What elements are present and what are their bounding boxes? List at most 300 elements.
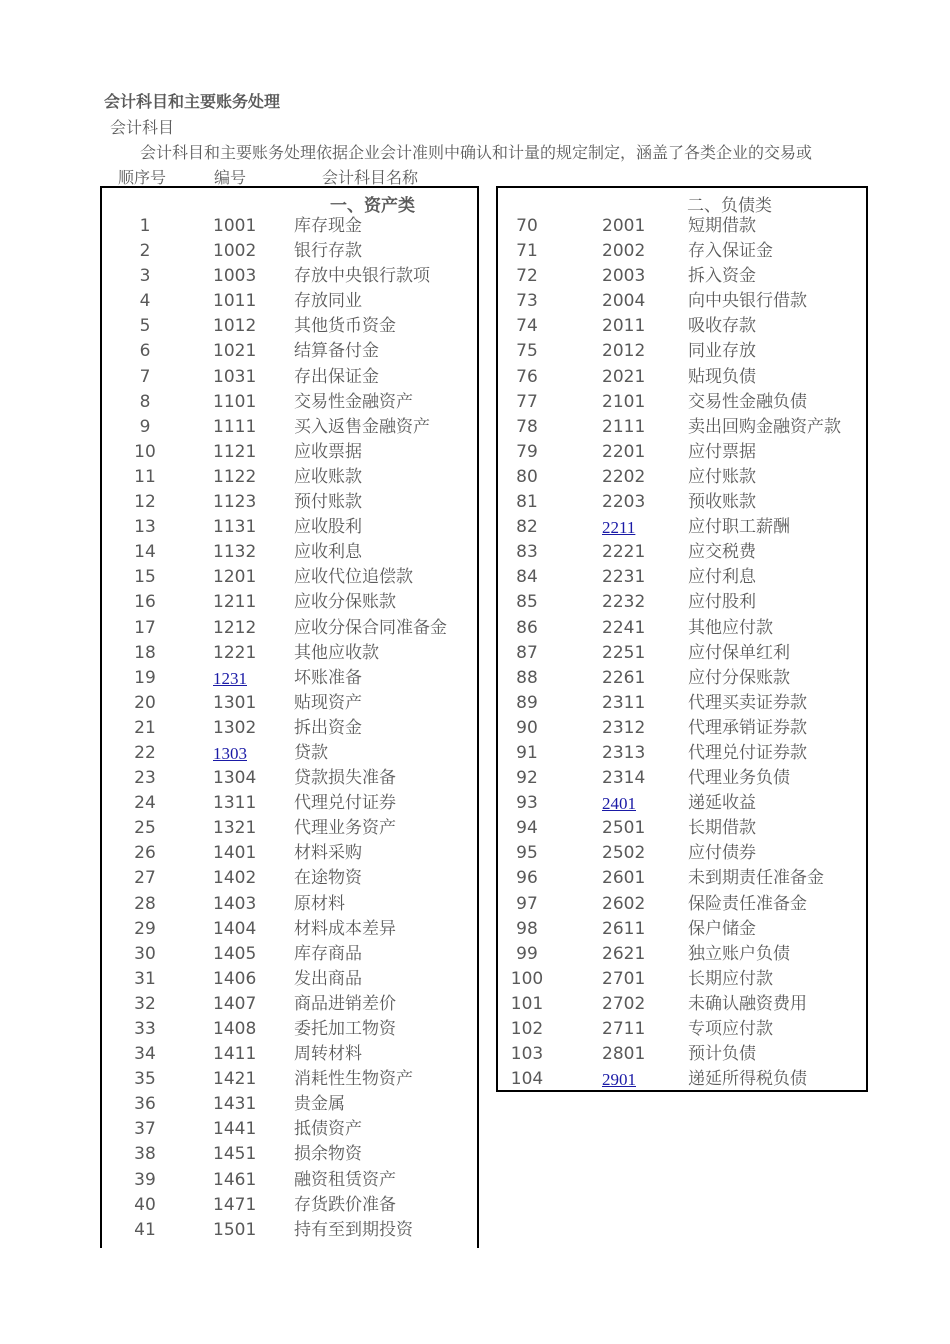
row-seq: 84	[516, 567, 538, 588]
row-seq: 15	[134, 567, 156, 588]
liabilities-section-title: 二、负债类	[687, 196, 772, 216]
column-headers	[0, 165, 950, 187]
row-name: 代理业务资产	[294, 818, 396, 839]
row-code: 1321	[213, 818, 257, 839]
row-name: 发出商品	[294, 968, 362, 989]
row-code: 1121	[213, 441, 257, 462]
table-row	[498, 942, 858, 967]
table-row	[102, 1142, 462, 1167]
row-seq: 23	[134, 768, 156, 789]
row-seq: 74	[516, 316, 538, 337]
row-code: 2251	[602, 642, 646, 663]
row-seq: 76	[516, 366, 538, 387]
row-name: 未到期责任准备金	[688, 868, 824, 889]
table-row	[102, 390, 462, 415]
table-row	[102, 540, 462, 565]
row-code: 2621	[602, 943, 646, 964]
row-code: 1405	[213, 943, 257, 964]
row-seq: 21	[134, 717, 156, 738]
table-row	[498, 816, 858, 841]
row-seq: 16	[134, 592, 156, 613]
row-code: 1451	[213, 1144, 257, 1165]
row-seq: 36	[134, 1094, 156, 1115]
row-code: 1001	[213, 216, 257, 236]
row-name: 持有至到期投资	[294, 1219, 413, 1240]
row-code: 1441	[213, 1119, 257, 1140]
document-title: 会计科目和主要账务处理	[104, 92, 281, 111]
row-code: 2002	[602, 241, 646, 262]
document-description: 会计科目和主要账务处理依据企业会计准则中确认和计量的规定制定，涵盖了各类企业的交易或	[140, 143, 813, 162]
row-name: 委托加工物资	[294, 1019, 396, 1039]
row-seq: 9	[139, 416, 151, 437]
row-name: 应付保单红利	[688, 642, 790, 663]
row-seq: 39	[134, 1169, 156, 1190]
row-name: 材料采购	[294, 843, 362, 864]
row-seq: 31	[134, 968, 156, 989]
row-code: 2101	[602, 391, 646, 412]
row-code: 1403	[213, 893, 257, 914]
row-code: 2231	[602, 567, 646, 588]
row-code: 2221	[602, 542, 646, 563]
table-row	[102, 1067, 462, 1092]
row-name: 独立账户负债	[688, 943, 790, 964]
row-seq: 17	[134, 617, 156, 638]
table-row	[102, 1193, 462, 1218]
row-name: 同业存放	[688, 341, 756, 362]
table-row	[498, 666, 858, 691]
row-seq: 86	[516, 617, 538, 638]
row-code: 1101	[213, 391, 257, 412]
table-row	[498, 314, 858, 339]
row-seq: 32	[134, 993, 156, 1014]
row-seq: 95	[516, 843, 538, 864]
row-code-link[interactable]: 2901	[602, 1070, 636, 1090]
table-row	[498, 214, 858, 239]
row-code: 1123	[213, 492, 257, 513]
row-seq: 5	[139, 316, 151, 337]
row-name: 买入返售金融资产	[294, 416, 430, 437]
row-code: 2011	[602, 316, 646, 337]
row-code: 1201	[213, 567, 257, 588]
row-seq: 73	[516, 291, 538, 312]
row-code: 2801	[602, 1044, 646, 1065]
row-name: 库存商品	[294, 943, 362, 964]
table-row	[102, 841, 462, 866]
table-row	[498, 791, 858, 816]
table-row	[498, 289, 858, 314]
row-code: 1132	[213, 542, 257, 563]
row-name: 其他应付款	[688, 617, 773, 638]
row-name: 应付分保账款	[688, 667, 790, 688]
row-seq: 92	[516, 768, 538, 789]
row-name: 贴现负债	[688, 366, 756, 387]
row-seq: 30	[134, 943, 156, 964]
row-code: 2701	[602, 968, 646, 989]
row-name: 原材料	[294, 893, 345, 914]
table-row	[498, 339, 858, 364]
table-row	[498, 264, 858, 289]
row-seq: 27	[134, 868, 156, 889]
table-row	[102, 1017, 462, 1042]
table-row	[102, 415, 462, 440]
row-name: 长期应付款	[688, 968, 773, 989]
table-row	[102, 515, 462, 540]
table-row	[102, 691, 462, 716]
row-name: 代理业务负债	[688, 768, 790, 789]
row-seq: 83	[516, 542, 538, 563]
row-name: 存入保证金	[688, 241, 773, 262]
row-code: 1402	[213, 868, 257, 889]
row-seq: 75	[516, 341, 538, 362]
table-row	[498, 741, 858, 766]
table-row	[102, 239, 462, 264]
row-code: 1421	[213, 1069, 257, 1090]
row-name: 其他货币资金	[294, 316, 396, 337]
row-code: 2501	[602, 818, 646, 839]
row-name: 贵金属	[294, 1094, 345, 1115]
table-row	[102, 214, 462, 239]
table-row	[102, 565, 462, 590]
table-row	[102, 892, 462, 917]
row-seq: 14	[134, 542, 156, 563]
table-row	[102, 616, 462, 641]
table-row	[498, 1042, 858, 1067]
row-seq: 37	[134, 1119, 156, 1140]
row-seq: 79	[516, 441, 538, 462]
row-code: 1407	[213, 993, 257, 1014]
row-name: 应付职工薪酬	[688, 517, 790, 538]
liabilities-table	[496, 186, 868, 1092]
row-code: 2261	[602, 667, 646, 688]
row-seq: 70	[516, 216, 538, 236]
table-row	[498, 239, 858, 264]
row-seq: 81	[516, 492, 538, 513]
row-seq: 29	[134, 918, 156, 939]
row-code: 1471	[213, 1194, 257, 1215]
table-row	[102, 741, 462, 766]
row-seq: 100	[510, 968, 544, 989]
row-seq: 6	[139, 341, 151, 362]
row-seq: 89	[516, 692, 538, 713]
row-code: 2021	[602, 366, 646, 387]
row-seq: 28	[134, 893, 156, 914]
row-name: 应收股利	[294, 517, 362, 538]
row-code: 1011	[213, 291, 257, 312]
row-code: 2602	[602, 893, 646, 914]
row-code: 1304	[213, 768, 257, 789]
row-seq: 102	[510, 1019, 544, 1039]
row-name: 存出保证金	[294, 366, 379, 387]
row-name: 应付股利	[688, 592, 756, 613]
assets-table	[100, 186, 479, 1248]
row-code: 2001	[602, 216, 646, 236]
table-row	[498, 415, 858, 440]
row-name: 贷款	[294, 742, 328, 763]
row-name: 应付债券	[688, 843, 756, 864]
row-seq: 2	[139, 241, 151, 262]
row-code: 2611	[602, 918, 646, 939]
row-seq: 93	[516, 793, 538, 814]
table-row	[102, 917, 462, 942]
table-row	[498, 440, 858, 465]
row-code: 1002	[213, 241, 257, 262]
row-code: 1408	[213, 1019, 257, 1039]
table-row	[498, 490, 858, 515]
row-seq: 98	[516, 918, 538, 939]
table-row	[498, 465, 858, 490]
row-name: 库存现金	[294, 216, 362, 236]
row-code: 2311	[602, 692, 646, 713]
row-code-link[interactable]: 2401	[602, 794, 636, 814]
row-seq: 41	[134, 1219, 156, 1240]
row-code: 2012	[602, 341, 646, 362]
row-code: 1501	[213, 1219, 257, 1240]
row-name: 坏账准备	[294, 667, 362, 688]
row-code: 2003	[602, 266, 646, 287]
row-name: 存放同业	[294, 291, 362, 312]
row-name: 损余物资	[294, 1144, 362, 1165]
row-code: 2502	[602, 843, 646, 864]
liabilities-rows	[498, 214, 858, 1092]
table-row	[498, 841, 858, 866]
row-name: 应付账款	[688, 466, 756, 487]
row-code: 1003	[213, 266, 257, 287]
row-seq: 3	[139, 266, 151, 287]
document-subtitle: 会计科目	[110, 118, 175, 137]
row-seq: 25	[134, 818, 156, 839]
table-row	[498, 992, 858, 1017]
table-row	[498, 866, 858, 891]
row-code: 2203	[602, 492, 646, 513]
row-seq: 85	[516, 592, 538, 613]
table-row	[102, 791, 462, 816]
row-name: 预收账款	[688, 492, 756, 513]
table-row	[102, 590, 462, 615]
table-row	[102, 1218, 462, 1243]
table-row	[102, 465, 462, 490]
row-code: 2202	[602, 466, 646, 487]
row-seq: 34	[134, 1044, 156, 1065]
row-code: 1461	[213, 1169, 257, 1190]
row-code: 1401	[213, 843, 257, 864]
row-name: 应收代位追偿款	[294, 567, 413, 588]
table-row	[102, 289, 462, 314]
table-row	[102, 314, 462, 339]
row-name: 未确认融资费用	[688, 993, 807, 1014]
row-seq: 35	[134, 1069, 156, 1090]
assets-rows	[102, 214, 462, 1243]
row-name: 结算备付金	[294, 341, 379, 362]
row-seq: 13	[134, 517, 156, 538]
row-code: 1212	[213, 617, 257, 638]
table-row	[498, 365, 858, 390]
row-code: 1221	[213, 642, 257, 663]
row-name: 应收分保账款	[294, 592, 396, 613]
row-code: 2702	[602, 993, 646, 1014]
row-seq: 97	[516, 893, 538, 914]
row-code-link[interactable]: 1231	[213, 668, 247, 688]
row-seq: 10	[134, 441, 156, 462]
row-code: 1111	[213, 416, 257, 437]
row-seq: 87	[516, 642, 538, 663]
row-name: 递延所得税负债	[688, 1069, 807, 1090]
table-row	[498, 892, 858, 917]
row-seq: 96	[516, 868, 538, 889]
table-row	[498, 917, 858, 942]
table-row	[498, 565, 858, 590]
row-code: 2601	[602, 868, 646, 889]
row-seq: 77	[516, 391, 538, 412]
row-name: 应收票据	[294, 441, 362, 462]
row-name: 代理承销证券款	[688, 717, 807, 738]
table-row	[498, 390, 858, 415]
table-row	[102, 264, 462, 289]
row-name: 交易性金融负债	[688, 391, 807, 412]
row-name: 周转材料	[294, 1044, 362, 1065]
row-seq: 40	[134, 1194, 156, 1215]
row-seq: 94	[516, 818, 538, 839]
row-name: 商品进销差价	[294, 993, 396, 1014]
row-seq: 4	[139, 291, 151, 312]
row-name: 其他应收款	[294, 642, 379, 663]
row-code: 2241	[602, 617, 646, 638]
row-code: 2232	[602, 592, 646, 613]
table-row	[102, 816, 462, 841]
row-code: 2004	[602, 291, 646, 312]
row-name: 应交税费	[688, 542, 756, 563]
table-row	[102, 1042, 462, 1067]
row-name: 融资租赁资产	[294, 1169, 396, 1190]
row-name: 应收利息	[294, 542, 362, 563]
row-code: 1411	[213, 1044, 257, 1065]
row-code: 2314	[602, 768, 646, 789]
row-name: 向中央银行借款	[688, 291, 807, 312]
table-row	[498, 590, 858, 615]
row-seq: 71	[516, 241, 538, 262]
row-code-link[interactable]: 1303	[213, 743, 247, 763]
row-code: 2312	[602, 717, 646, 738]
row-name: 抵债资产	[294, 1119, 362, 1140]
row-seq: 7	[139, 366, 151, 387]
row-seq: 19	[134, 667, 156, 688]
assets-section-title: 一、资产类	[330, 196, 415, 216]
row-seq: 99	[516, 943, 538, 964]
table-row	[498, 967, 858, 992]
table-row	[102, 490, 462, 515]
row-seq: 72	[516, 266, 538, 287]
row-name: 贷款损失准备	[294, 768, 396, 789]
table-row	[102, 339, 462, 364]
row-code: 1302	[213, 717, 257, 738]
row-name: 卖出回购金融资产款	[688, 416, 841, 437]
row-name: 贴现资产	[294, 692, 362, 713]
row-seq: 38	[134, 1144, 156, 1165]
table-row	[498, 1067, 858, 1092]
row-code: 1301	[213, 692, 257, 713]
row-code: 2201	[602, 441, 646, 462]
table-row	[102, 766, 462, 791]
table-row	[102, 1117, 462, 1142]
row-seq: 101	[510, 993, 544, 1014]
row-seq: 33	[134, 1019, 156, 1039]
table-row	[102, 365, 462, 390]
row-name: 应收账款	[294, 466, 362, 487]
row-name: 专项应付款	[688, 1019, 773, 1039]
header-name: 会计科目名称	[322, 168, 419, 187]
row-code: 2111	[602, 416, 646, 437]
row-name: 预付账款	[294, 492, 362, 513]
row-name: 长期借款	[688, 818, 756, 839]
row-seq: 91	[516, 742, 538, 763]
row-seq: 12	[134, 492, 156, 513]
row-name: 拆出资金	[294, 717, 362, 738]
row-code: 1404	[213, 918, 257, 939]
row-seq: 103	[510, 1044, 544, 1065]
table-row	[498, 540, 858, 565]
table-row	[102, 716, 462, 741]
row-name: 代理买卖证券款	[688, 692, 807, 713]
row-seq: 104	[510, 1069, 544, 1090]
row-name: 应付票据	[688, 441, 756, 462]
row-seq: 22	[134, 742, 156, 763]
row-seq: 26	[134, 843, 156, 864]
row-code: 1122	[213, 466, 257, 487]
row-name: 应收分保合同准备金	[294, 617, 447, 638]
table-row	[102, 866, 462, 891]
row-seq: 80	[516, 466, 538, 487]
table-row	[498, 1017, 858, 1042]
table-row	[498, 641, 858, 666]
table-row	[102, 666, 462, 691]
row-code: 1406	[213, 968, 257, 989]
row-code: 2711	[602, 1019, 646, 1039]
row-code: 1131	[213, 517, 257, 538]
row-name: 保户储金	[688, 918, 756, 939]
row-seq: 24	[134, 793, 156, 814]
row-code: 1012	[213, 316, 257, 337]
row-name: 拆入资金	[688, 266, 756, 287]
header-code: 编号	[214, 168, 247, 187]
row-code: 1021	[213, 341, 257, 362]
row-name: 递延收益	[688, 793, 756, 814]
table-row	[102, 641, 462, 666]
table-row	[498, 716, 858, 741]
row-code: 1031	[213, 366, 257, 387]
row-code: 2313	[602, 742, 646, 763]
row-code-link[interactable]: 2211	[602, 518, 636, 538]
row-name: 预计负债	[688, 1044, 756, 1065]
row-name: 保险责任准备金	[688, 893, 807, 914]
row-name: 消耗性生物资产	[294, 1069, 413, 1090]
row-name: 在途物资	[294, 868, 362, 889]
table-row	[498, 515, 858, 540]
header-seq: 顺序号	[118, 168, 167, 187]
table-row	[102, 942, 462, 967]
row-seq: 82	[516, 517, 538, 538]
table-row	[102, 967, 462, 992]
table-row	[102, 1168, 462, 1193]
row-seq: 18	[134, 642, 156, 663]
row-seq: 1	[139, 216, 151, 236]
row-name: 存货跌价准备	[294, 1194, 396, 1215]
row-seq: 78	[516, 416, 538, 437]
table-row	[498, 616, 858, 641]
row-name: 材料成本差异	[294, 918, 396, 939]
row-name: 短期借款	[688, 216, 756, 236]
table-row	[102, 992, 462, 1017]
table-row	[102, 440, 462, 465]
row-code: 1211	[213, 592, 257, 613]
